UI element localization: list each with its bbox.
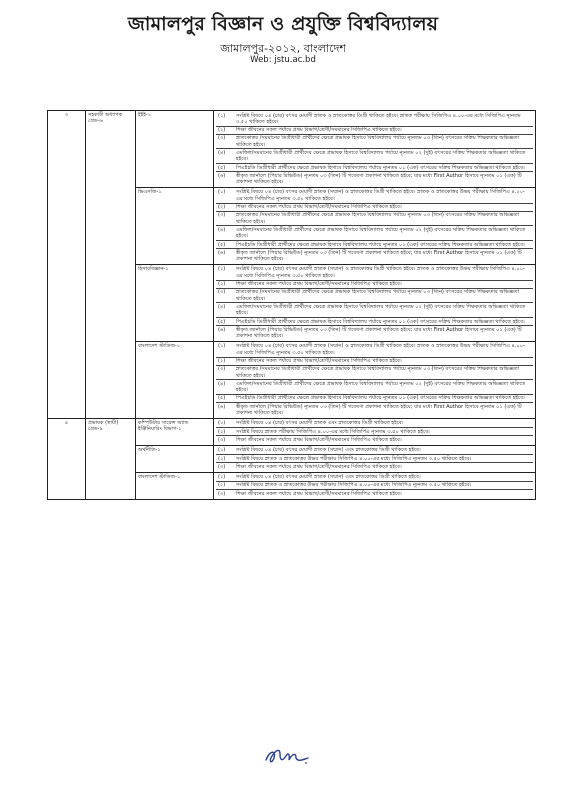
requirement-text: স্নাতকোত্তর /সমমানের ডিগ্রীধারী প্রার্থীদের ক্ষেত্রে প্রভাষক হিসাবে বিশ্ববিদ্যালয় পর্যায়ে ন্যূনতম ০৩ (তিন) বৎসরের সক্রিয় শিক্ষকতার অভিজ্ঞতা থাকিতে হইবে। (234, 211, 533, 226)
requirement-number: (২) (216, 126, 234, 134)
requirement-text: এমফিল/সমমানের ডিগ্রীধারী প্রার্থীদের ক্ষেত্রে প্রভাষক হিসাবে বিশ্ববিদ্যালয় পর্যায়ে ন্যূনতম ০২ (দুই) বৎসরের সক্রিয় শিক্ষকতার অভিজ্ঞতা থাকিতে হইবে। (234, 303, 533, 318)
requirement-number: (২) (216, 481, 234, 489)
requirement-number: (২) (216, 203, 234, 211)
requirement-item (216, 112, 533, 126)
post-rank: প্রভাষক (স্থায়ী) গ্রেড-৯ (86, 418, 136, 499)
requirement-text: পিএইচডি ডিগ্রীধারী প্রার্থীদের ক্ষেত্রে প্রভাষক হিসাবে বিশ্ববিদ্যালয় পর্যায়ে ন্যূনতম ০১ (এক) বৎসরের সক্রিয় শিক্ষকতার অভিজ্ঞতা থাকিতে হইবে। (234, 164, 533, 172)
requirement-number: (১) (216, 266, 234, 280)
requirement-item (216, 474, 533, 482)
requirement-text: শিক্ষা জীবনের সকল পর্যায়ে প্রথম বিভাগ/শ্রেণী/সমমানের সিজিপিএ থাকিতে হইবে। (236, 463, 402, 470)
requirement-item (216, 303, 533, 318)
requirement-item (216, 490, 533, 498)
requirement-number: (২) (216, 455, 234, 463)
requirement-item (216, 394, 533, 402)
requirement-item (216, 455, 533, 463)
requirements-cell (214, 418, 536, 445)
requirement-text: সংশ্লিষ্ট বিষয়ে ০৪ (চার) বৎসর মেয়াদী স্নাতক (সম্মান) এবং স্নাতকোত্তর ডিগ্রী থাকিতে হইবে। (234, 447, 533, 455)
requirement-item (216, 428, 533, 436)
requirement-text: পিএইচডি ডিগ্রীধারী প্রার্থীদের ক্ষেত্রে প্রভাষক হিসাবে বিশ্ববিদ্যালয় পর্যায়ে ন্যূনতম ০১ (এক) বৎসরের সক্রিয় শিক্ষকতার অভিজ্ঞতা থাকিতে হইবে। (234, 394, 533, 402)
requirement-text: সংশ্লিষ্ট বিষয়ে স্নাতক পরীক্ষায় সিজিপিএ ৪.০০-এর মধ্যে সিজিপিএ ন্যূনতম ৩.৫০ থাকিতে হইবে। (234, 428, 533, 436)
requirement-item (216, 249, 533, 263)
requirement-text: এমফিল/সমমানের ডিগ্রীধারী প্রার্থীদের ক্ষেত্রে প্রভাষক হিসাবে বিশ্ববিদ্যালয় পর্যায়ে ন্যূনতম ০২ (দুই) বৎসরের সক্রিয় শিক্ষকতার অভিজ্ঞতা থাকিতে হইবে। (234, 380, 533, 395)
department-name: কম্পিউটার সায়েন্স অ্যান্ড ইঞ্জিনিয়ারিং বিভাগ-১ (136, 418, 214, 445)
table-row (48, 418, 536, 445)
requirement-number: (১) (216, 343, 234, 357)
requirement-text: সংশ্লিষ্ট বিষয়ে স্নাতক ও স্নাতকোত্তর উভয় পরীক্ষায় সিজিপিএ ৪.০০-এর মধ্যে সিজিপিএ ন্যূনতম ৩.৫০ থাকিতে হইবে। (234, 481, 533, 489)
requirement-item (216, 149, 533, 164)
requirement-text: স্বীকৃত জার্নালে (পিয়ার রিভিউড) ন্যূনতম ০৩ (তিন) টি গবেষণা প্রকাশনা থাকিতে হইবে; যার মধ্যে First Author হিসাবে ন্যূনতম ০১ (এক) টি প্রকাশনা থাকিতে হইবে। (236, 403, 522, 417)
requirement-text: পিএইচডি ডিগ্রীধারী প্রার্থীদের ক্ষেত্রে প্রভাষক হিসাবে বিশ্ববিদ্যালয় পর্যায়ে ন্যূনতম ০১ (এক) বৎসরের সক্রিয় শিক্ষকতার অভিজ্ঞতা থাকিতে হইবে। (234, 318, 533, 326)
requirement-number: (১) (216, 420, 234, 428)
university-address: জামালপুর-২০১২, বাংলাদেশ (220, 42, 346, 55)
requirement-item (216, 203, 533, 211)
requirements-cell (214, 264, 536, 341)
requirement-number: (১) (216, 189, 234, 203)
requirement-item (216, 241, 533, 249)
requirement-number: (৬) (218, 172, 226, 179)
requirement-item (216, 463, 533, 471)
requirement-text: সংশ্লিষ্ট বিষয়ে ০৪ (চার) বৎসর মেয়াদী স্নাতক এবং স্নাতকোত্তর ডিগ্রী থাকিতে হইবে। (234, 420, 533, 428)
requirement-text: স্বীকৃত জার্নালে (পিয়ার রিভিউড) ন্যূনতম ০৩ (তিন) টি গবেষণা প্রকাশনা থাকিতে হইবে; যার মধ্যে First Author হিসাবে ন্যূনতম ০১ (এক) টি প্রকাশনা থাকিতে হইবে। (236, 249, 522, 263)
requirement-item (216, 447, 533, 455)
requirement-number: (৬) (218, 249, 226, 256)
requirement-item (216, 380, 533, 395)
requirement-text: এমফিল/সমমানের ডিগ্রীধারী প্রার্থীদের ক্ষেত্রে প্রভাষক হিসাবে বিশ্ববিদ্যালয় পর্যায়ে ন্যূনতম ০২ (দুই) বৎসরের সক্রিয় শিক্ষকতার অভিজ্ঞতা থাকিতে হইবে। (234, 226, 533, 241)
university-title: জামালপুর বিজ্ঞান ও প্রযুক্তি বিশ্ববিদ্যালয় (127, 13, 439, 35)
requirement-text: সংশ্লিষ্ট বিষয়ে ০৪ (চার) বৎসর মেয়াদী স্নাতক ও স্নাতকোত্তর ডিগ্রী থাকিতে হইবে। স্নাতক পরীক্ষায় সিজিপিএ ৪.০০-এর মধ্যে সিজিপিএ ন্যূনতম ৩.৫০ থাকিতে হইবে। (234, 112, 533, 126)
requirement-number: (৬) (218, 403, 226, 410)
requirement-item (216, 126, 533, 134)
requirement-item (216, 326, 533, 340)
requirements-list (216, 420, 533, 444)
requirement-item (216, 436, 533, 444)
department-name: ইইই-১ (136, 111, 214, 188)
requirement-number: (১) (216, 474, 234, 482)
requirements-list (216, 112, 533, 186)
requirement-number: (২) (216, 428, 234, 436)
requirement-text: শিক্ষা জীবনের সকল পর্যায়ে প্রথম বিভাগ/শ্রেণী/সমমানের সিজিপিএ থাকিতে হইবে। (234, 126, 533, 134)
requirement-item (216, 280, 533, 288)
qualification-table (47, 110, 536, 500)
serial-number: ৩ (48, 111, 86, 419)
signature-icon (262, 742, 312, 770)
requirement-number: (৪) (216, 380, 234, 395)
requirement-number: (৪) (216, 303, 234, 318)
department-name: বাংলাদেশ স্টাডিজ-১ (136, 472, 214, 499)
department-name: অর্থনীতি-১ (136, 445, 214, 472)
requirement-text: সংশ্লিষ্ট বিষয়ে ০৪ (চার) বৎসর মেয়াদী স্নাতক (সম্মান) ও স্নাতকোত্তর ডিগ্রী থাকিতে হইবে। স্নাতক ও স্নাতকোত্তর উভয় পরীক্ষায় সিজিপিএ ৪.০০-এর মধ্যে সিজিপিএ ন্যূনতম ৩.৫০ থাকিতে হইবে। (234, 266, 533, 280)
requirement-number: (২) (216, 357, 234, 365)
requirement-text: স্বীকৃত জার্নালে (পিয়ার রিভিউড) ন্যূনতম ০৩ (তিন) টি গবেষণা প্রকাশনা থাকিতে হইবে; যার মধ্যে First Author হিসাবে ন্যূনতম ০১ (এক) টি প্রকাশনা থাকিতে হইবে। (236, 172, 522, 186)
requirement-text: শিক্ষা জীবনের সকল পর্যায়ে প্রথম বিভাগ/শ্রেণী/সমমানের সিজিপিএ থাকিতে হইবে। (234, 357, 533, 365)
requirement-text: সংশ্লিষ্ট বিষয়ে ০৪ (চার) বৎসর মেয়াদী স্নাতক (সম্মান) ও স্নাতকোত্তর ডিগ্রী থাকিতে হইবে। স্নাতক ও স্নাতকোত্তর উভয় পরীক্ষায় সিজিপিএ ৪.০০-এর মধ্যে সিজিপিএ ন্যূনতম ৩.৫০ থাকিতে হইবে। (234, 343, 533, 357)
requirement-text: শিক্ষা জীবনের সকল পর্যায়ে প্রথম বিভাগ/শ্রেণী/সমমানের সিজিপিএ থাকিতে হইবে। (236, 436, 402, 443)
requirement-text: সংশ্লিষ্ট বিষয়ে ০৪ (চার) বৎসর মেয়াদী স্নাতক (সম্মান) এবং স্নাতকোত্তর ডিগ্রী থাকিতে হইবে। (234, 474, 533, 482)
requirement-text: সংশ্লিষ্ট বিষয়ে ০৪ (চার) বৎসর মেয়াদী স্নাতক (সম্মান) ও স্নাতকোত্তর ডিগ্রী থাকিতে হইবে। স্নাতক ও স্নাতকোত্তর উভয় পরীক্ষায় সিজিপিএ ৪.০০-এর মধ্যে সিজিপিএ ন্যূনতম ৩.৫০ থাকিতে হইবে। (234, 189, 533, 203)
requirement-number: (৬) (218, 326, 226, 333)
requirement-number: (৩) (216, 288, 234, 303)
requirement-item (216, 288, 533, 303)
requirement-item (216, 164, 533, 172)
requirement-item (216, 403, 533, 417)
requirement-number: (৪) (216, 226, 234, 241)
requirement-text: স্নাতকোত্তর /সমমানের ডিগ্রীধারী প্রার্থীদের ক্ষেত্রে প্রভাষক হিসাবে বিশ্ববিদ্যালয় পর্যায়ে ন্যূনতম ০৩ (তিন) বৎসরের সক্রিয় শিক্ষকতার অভিজ্ঞতা থাকিতে হইবে। (234, 365, 533, 380)
requirement-number: (৩) (218, 436, 226, 443)
requirement-number: (৫) (216, 318, 234, 326)
requirements-list (216, 266, 533, 340)
requirements-cell (214, 472, 536, 499)
requirement-text: সংশ্লিষ্ট বিষয়ে স্নাতক ও স্নাতকোত্তর উভয় পরীক্ষায় সিজিপিএ ৪.০০-এর মধ্যে সিজিপিএ ন্যূনতম ৩.৫০ থাকিতে হইবে। (234, 455, 533, 463)
requirements-list (216, 474, 533, 498)
requirements-list (216, 447, 533, 471)
post-rank: সহকারী অধ্যাপক গ্রেড-৬ (86, 111, 136, 419)
requirements-cell (214, 445, 536, 472)
requirement-item (216, 318, 533, 326)
requirement-item (216, 172, 533, 186)
requirement-item (216, 420, 533, 428)
requirement-number: (৫) (216, 164, 234, 172)
requirements-cell (214, 111, 536, 188)
requirement-text: এমফিল/সমমানের ডিগ্রীধারী প্রার্থীদের ক্ষেত্রে প্রভাষক হিসাবে বিশ্ববিদ্যালয় পর্যায়ে ন্যূনতম ০২ (দুই) বৎসরের সক্রিয় শিক্ষকতার অভিজ্ঞতা থাকিতে হইবে। (234, 149, 533, 164)
requirement-item (216, 481, 533, 489)
requirement-number: (১) (216, 112, 234, 126)
requirement-number: (৩) (216, 365, 234, 380)
requirement-number: (৫) (216, 241, 234, 249)
requirement-text: শিক্ষা জীবনের সকল পর্যায়ে প্রথম বিভাগ/শ্রেণী/সমমানের সিজিপিএ থাকিতে হইবে। (234, 203, 533, 211)
university-website: Web: jstu.ac.bd (250, 55, 316, 65)
requirement-item (216, 211, 533, 226)
requirements-cell (214, 341, 536, 418)
requirement-number: (৩) (218, 490, 226, 497)
requirement-number: (৩) (218, 463, 226, 470)
department-name: ভিএসজি-১ (136, 187, 214, 264)
requirement-number: (৫) (216, 394, 234, 402)
department-name: হিসাববিজ্ঞান-১ (136, 264, 214, 341)
requirements-list (216, 189, 533, 263)
requirement-number: (৪) (216, 149, 234, 164)
requirement-text: স্নাতকোত্তর /সমমানের ডিগ্রীধারী প্রার্থীদের ক্ষেত্রে প্রভাষক হিসাবে বিশ্ববিদ্যালয় পর্যায়ে ন্যূনতম ০৩ (তিন) বৎসরের সক্রিয় শিক্ষকতার অভিজ্ঞতা থাকিতে হইবে। (234, 288, 533, 303)
requirement-number: (১) (216, 447, 234, 455)
requirement-item (216, 189, 533, 203)
requirement-item (216, 343, 533, 357)
table-row (48, 111, 536, 188)
requirement-item (216, 226, 533, 241)
requirement-text: শিক্ষা জীবনের সকল পর্যায়ে প্রথম বিভাগ/শ্রেণী/সমমানের সিজিপিএ থাকিতে হইবে। (234, 280, 533, 288)
requirement-text: শিক্ষা জীবনের সকল পর্যায়ে প্রথম বিভাগ/শ্রেণী/সমমানের সিজিপিএ থাকিতে হইবে। (236, 490, 402, 497)
requirement-text: স্বীকৃত জার্নালে (পিয়ার রিভিউড) ন্যূনতম ০৩ (তিন) টি গবেষণা প্রকাশনা থাকিতে হইবে; যার মধ্যে First Author হিসাবে ন্যূনতম ০১ (এক) টি প্রকাশনা থাকিতে হইবে। (236, 326, 522, 340)
requirement-number: (২) (216, 280, 234, 288)
serial-number: ৪ (48, 418, 86, 499)
requirement-text: পিএইচডি ডিগ্রীধারী প্রার্থীদের ক্ষেত্রে প্রভাষক হিসাবে বিশ্ববিদ্যালয় পর্যায়ে ন্যূনতম ০১ (এক) বৎসরের সক্রিয় শিক্ষকতার অভিজ্ঞতা থাকিতে হইবে। (234, 241, 533, 249)
requirement-text: স্নাতকোত্তর /সমমানের ডিগ্রীধারী প্রার্থীদের ক্ষেত্রে প্রভাষক হিসাবে বিশ্ববিদ্যালয় পর্যায়ে ন্যূনতম ০৩ (তিন) বৎসরের সক্রিয় শিক্ষকতার অভিজ্ঞতা থাকিতে হইবে। (234, 134, 533, 149)
department-name: বাংলাদেশ স্টাডিজ-১ (136, 341, 214, 418)
requirement-number: (৩) (216, 134, 234, 149)
requirement-item (216, 357, 533, 365)
requirement-number: (৩) (216, 211, 234, 226)
requirement-item (216, 134, 533, 149)
requirement-item (216, 266, 533, 280)
requirement-item (216, 365, 533, 380)
qualification-table-body (48, 111, 536, 500)
requirements-cell (214, 187, 536, 264)
requirements-list (216, 343, 533, 417)
